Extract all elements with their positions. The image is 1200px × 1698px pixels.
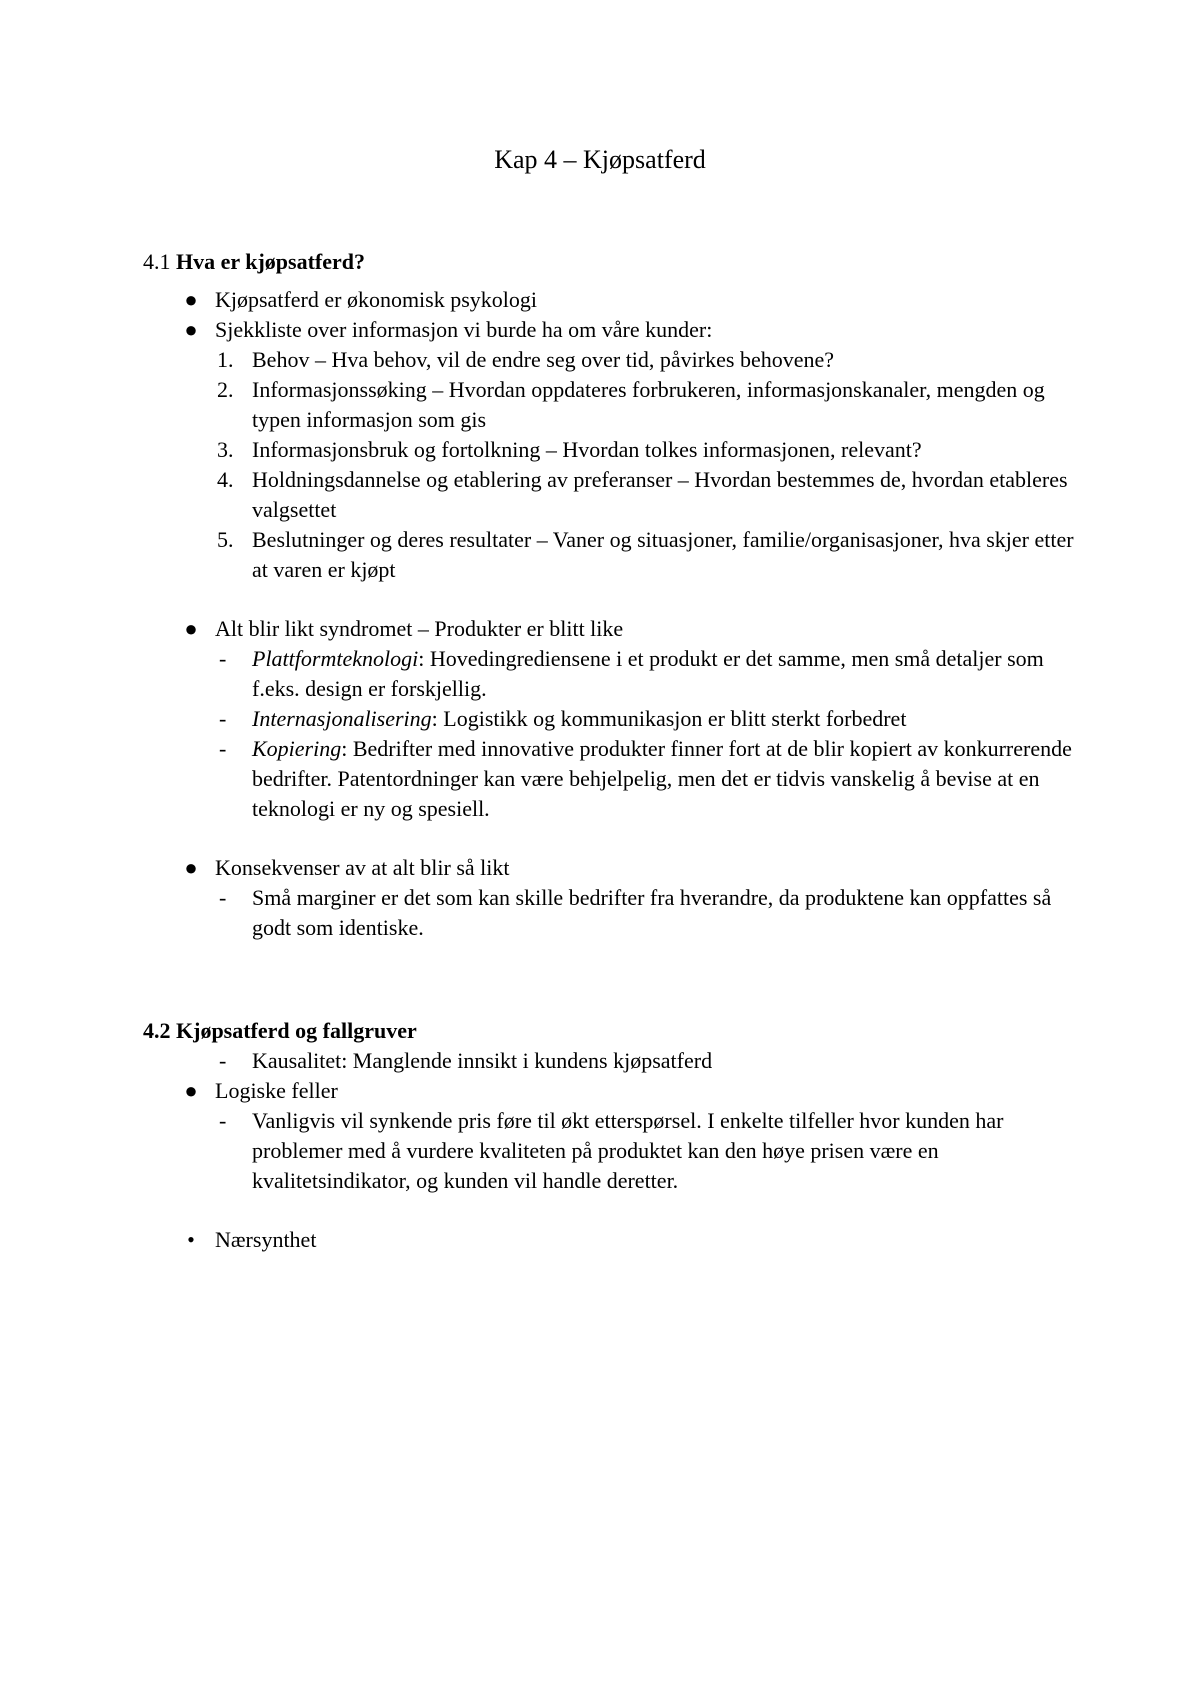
section-4-2 bbox=[143, 1016, 1083, 1255]
dash-icon: - bbox=[219, 646, 227, 671]
numbered-item: 5. Beslutninger og deres resultater – Vaner og situasjoner, familie/organisasjoner, hva skjer etter at varen er kjøpt bbox=[217, 527, 1074, 582]
dash-icon: - bbox=[219, 1108, 227, 1133]
numbered-item: 4. Holdningsdannelse og etablering av preferanser – Hvordan bestemmes de, hvordan etableres valgsettet bbox=[217, 467, 1068, 522]
list-item: ● Logiske feller bbox=[143, 1076, 1083, 1106]
dash-icon: - bbox=[219, 736, 227, 761]
section-title: 4.2 Kjøpsatferd og fallgruver bbox=[143, 1018, 417, 1043]
dash-item: - Kausalitet: Manglende innsikt i kundens kjøpsatferd bbox=[143, 1046, 1083, 1076]
bullet-icon: ● bbox=[184, 317, 198, 342]
section-4-1 bbox=[143, 247, 1083, 943]
bullet-icon: ● bbox=[184, 287, 198, 312]
list-item: ● Kjøpsatferd er økonomisk psykologi bbox=[143, 285, 1083, 315]
dash-item: - Vanligvis vil synkende pris føre til økt etterspørsel. I enkelte tilfeller hvor kunden har problemer med å vurdere kvaliteten på produktet kan den høye prisen være en kvalitetsindikator, og kunden vil handle deretter. bbox=[219, 1108, 1004, 1193]
bullet-icon: ● bbox=[184, 1078, 198, 1103]
numbered-item: 2. Informasjonssøking – Hvordan oppdateres forbrukeren, informasjonskanaler, mengden og typen informasjon som gis bbox=[217, 377, 1045, 432]
document-title: Kap 4 – Kjøpsatferd bbox=[494, 145, 706, 174]
bullet-icon: ● bbox=[184, 855, 198, 880]
section-title: Hva er kjøpsatferd? bbox=[176, 249, 366, 274]
list-item: ● Alt blir likt syndromet – Produkter er blitt like bbox=[143, 614, 1083, 644]
section-heading bbox=[143, 247, 1083, 277]
bullet-icon: • bbox=[187, 1227, 195, 1252]
dash-icon: - bbox=[219, 1048, 227, 1073]
list-item: ● Sjekkliste over informasjon vi burde ha om våre kunder: bbox=[143, 315, 1083, 345]
section-number: 4.1 bbox=[143, 249, 171, 274]
dash-item: - Internasjonalisering: Logistikk og kommunikasjon er blitt sterkt forbedret bbox=[143, 704, 1083, 734]
list-item: • Nærsynthet bbox=[143, 1225, 1083, 1255]
dash-item: - Kopiering: Bedrifter med innovative produkter finner fort at de blir kopiert av konkurrerende bedrifter. Patentordninger kan være behjelpelig, men det er tidvis vanskelig å bevise at en teknologi er ny og spesiell. bbox=[219, 736, 1072, 821]
numbered-item: 3. Informasjonsbruk og fortolkning – Hvordan tolkes informasjonen, relevant? bbox=[217, 437, 922, 462]
bullet-icon: ● bbox=[184, 616, 198, 641]
section-heading bbox=[143, 1016, 1083, 1046]
dash-item: - Små marginer er det som kan skille bedrifter fra hverandre, da produktene kan oppfattes så godt som identiske. bbox=[219, 885, 1052, 940]
numbered-item: 1. Behov – Hva behov, vil de endre seg over tid, påvirkes behovene? bbox=[217, 347, 835, 372]
dash-item: - Plattformteknologi: Hovedingrediensene i et produkt er det samme, men små detaljer som f.eks. design er forskjellig. bbox=[219, 646, 1044, 701]
dash-icon: - bbox=[219, 885, 227, 910]
dash-icon: - bbox=[219, 706, 227, 731]
list-item: ● Konsekvenser av at alt blir så likt bbox=[143, 853, 1083, 883]
